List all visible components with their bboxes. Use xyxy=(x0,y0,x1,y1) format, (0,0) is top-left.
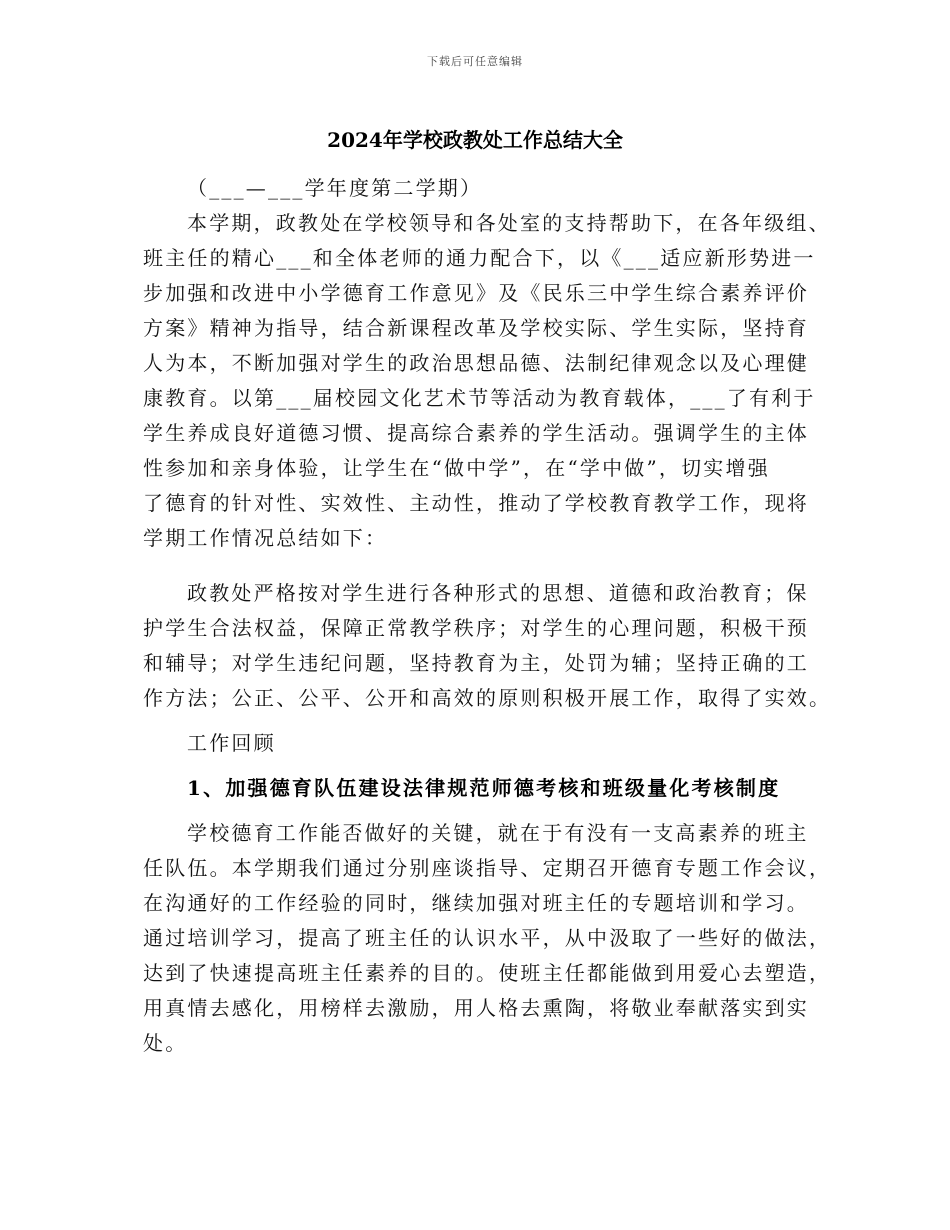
paragraph-3-line-3: 在沟通好的工作经验的同时，继续加强对班主任的专题培训和学习。 xyxy=(143,891,809,915)
paragraph-3-line-1: 学校德育工作能否做好的关键，就在于有没有一支高素养的班主 xyxy=(187,821,809,845)
paragraph-3-line-2: 任队伍。本学期我们通过分别座谈指导、定期召开德育专题工作会议， xyxy=(143,856,832,880)
paragraph-1-line-7: 学生养成良好道德习惯、提高综合素养的学生活动。强调学生的主体 xyxy=(143,421,809,445)
paragraph-1-line-3: 步加强和改进中小学德育工作意见》及《民乐三中学生综合素养评价 xyxy=(143,281,809,305)
paragraph-1-line-2: 班主任的精心___和全体老师的通力配合下，以《___适应新形势进一 xyxy=(143,246,816,270)
subsection-heading-1: 1、加强德育队伍建设法律规范师德考核和班级量化考核制度 xyxy=(187,776,781,800)
paragraph-1-line-6: 康教育。以第___届校园文化艺术节等活动为教育载体，___了有利于 xyxy=(143,386,816,410)
paragraph-2-line-3: 和辅导；对学生违纪问题，坚持教育为主，处罚为辅；坚持正确的工 xyxy=(143,651,809,675)
paragraph-1-line-9: 了德育的针对性、实效性、主动性，推动了学校教育教学工作，现将 xyxy=(143,491,809,515)
paragraph-1-line-1: 本学期，政教处在学校领导和各处室的支持帮助下，在各年级组、 xyxy=(187,211,831,235)
paragraph-2-line-2: 护学生合法权益，保障正常教学秩序；对学生的心理问题，积极干预 xyxy=(143,616,809,640)
paragraph-2-line-4: 作方法；公正、公平、公开和高效的原则积极开展工作，取得了实效。 xyxy=(143,686,832,710)
paragraph-3-line-4: 通过培训学习，提高了班主任的认识水平，从中汲取了一些好的做法， xyxy=(143,926,832,950)
paragraph-1-line-4: 方案》精神为指导，结合新课程改革及学校实际、学生实际，坚持育 xyxy=(143,316,809,340)
page-header-note: 下载后可任意编辑 xyxy=(427,55,523,68)
paragraph-3-line-7: 处。 xyxy=(143,1031,188,1055)
semester-line: （___—___学年度第二学期） xyxy=(187,176,483,200)
document-title: 2024年学校政教处工作总结大全 xyxy=(327,128,623,152)
paragraph-1-line-5: 人为本，不断加强对学生的政治思想品德、法制纪律观念以及心理健 xyxy=(143,351,809,375)
section-heading-review: 工作回顾 xyxy=(187,731,276,755)
paragraph-1-line-8: 性参加和亲身体验，让学生在“做中学”，在“学中做”，切实增强 xyxy=(143,456,770,480)
paragraph-2-line-1: 政教处严格按对学生进行各种形式的思想、道德和政治教育；保 xyxy=(187,581,809,605)
paragraph-1-line-10: 学期工作情况总结如下： xyxy=(143,526,388,550)
paragraph-3-line-5: 达到了快速提高班主任素养的目的。使班主任都能做到用爱心去塑造， xyxy=(143,961,832,985)
paragraph-3-line-6: 用真情去感化，用榜样去激励，用人格去熏陶，将敬业奉献落实到实 xyxy=(143,996,809,1020)
